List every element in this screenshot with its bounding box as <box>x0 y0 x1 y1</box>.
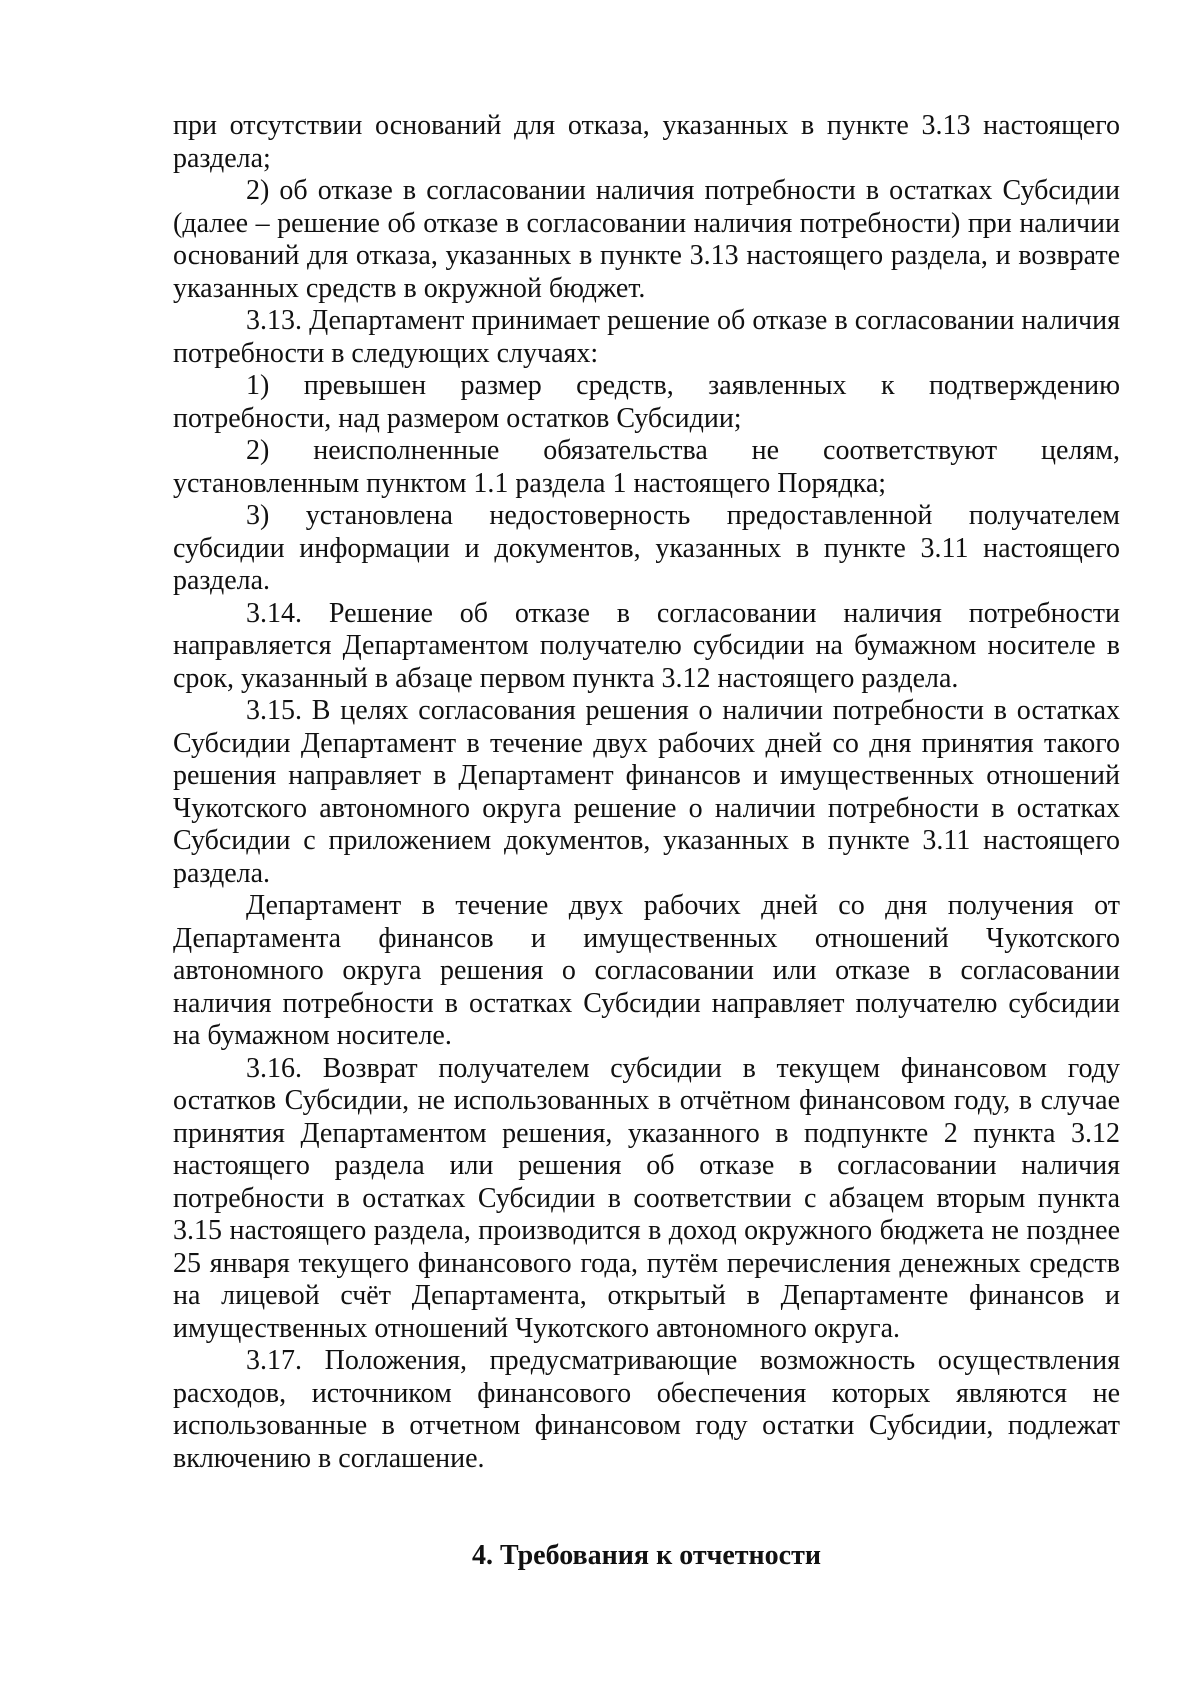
paragraph-3-16: 3.16. Возврат получателем субсидии в текущем финансовом году остатков Субсидии, не использованных в отчётном финансовом году, в случае принятия Департаментом решения, указанного в подпункте 2 пункта 3.12 настоящего раздела или решения об отказе в согласовании наличия потребности в остатках Субсидии в соответствии с абзацем вторым пункта 3.15 настоящего раздела, производится в доход окружного бюджета не позднее 25 января текущего финансового года, путём перечисления денежных средств на лицевой счёт Департамента, открытый в Департаменте финансов и имущественных отношений Чукотского автономного округа. <box>173 1052 1120 1344</box>
paragraph-3-14: 3.14. Решение об отказе в согласовании наличия потребности направляется Департаментом получателю субсидии на бумажном носителе в срок, указанный в абзаце первом пункта 3.12 настоящего раздела. <box>173 597 1120 694</box>
paragraph-continuation: при отсутствии оснований для отказа, указанных в пункте 3.13 настоящего раздела; <box>173 110 1120 174</box>
paragraph-3-13: 3.13. Департамент принимает решение об отказе в согласовании наличия потребности в следующих случаях: <box>173 305 1120 369</box>
paragraph-3-15: 3.15. В целях согласования решения о наличии потребности в остатках Субсидии Департамент в течение двух рабочих дней со дня принятия такого решения направляет в Департамент финансов и имущественных отношений Чукотского автономного округа решение о наличии потребности в остатках Субсидии с приложением документов, указанных в пункте 3.11 настоящего раздела. <box>173 695 1120 889</box>
document-body <box>173 110 1120 1475</box>
section-heading: 4. Требования к отчетности <box>471 1540 821 1571</box>
paragraph-3-13-case-3: 3) установлена недостоверность предоставленной получателем субсидии информации и документов, указанных в пункте 3.11 настоящего раздела. <box>173 500 1120 596</box>
paragraph-subitem-2-refusal: 2) об отказе в согласовании наличия потребности в остатках Субсидии (далее – решение об отказе в согласовании наличия потребности) при наличии оснований для отказа, указанных в пункте 3.13 настоящего раздела, и возврате указанных средств в окружной бюджет. <box>173 175 1120 304</box>
paragraph-3-15-second: Департамент в течение двух рабочих дней со дня получения от Департамента финансов и имущественных отношений Чукотского автономного округа решения о согласовании или отказе в согласовании наличия потребности в остатках Субсидии направляет получателю субсидии на бумажном носителе. <box>173 890 1120 1051</box>
paragraph-3-17: 3.17. Положения, предусматривающие возможность осуществления расходов, источником финансового обеспечения которых являются не использованные в отчетном финансовом году остатки Субсидии, подлежат включению в соглашение. <box>173 1345 1120 1474</box>
paragraph-3-13-case-2: 2) неисполненные обязательства не соответствуют целям, установленным пунктом 1.1 раздела 1 настоящего Порядка; <box>173 435 1120 499</box>
paragraph-3-13-case-1: 1) превышен размер средств, заявленных к подтверждению потребности, над размером остатков Субсидии; <box>173 370 1120 434</box>
